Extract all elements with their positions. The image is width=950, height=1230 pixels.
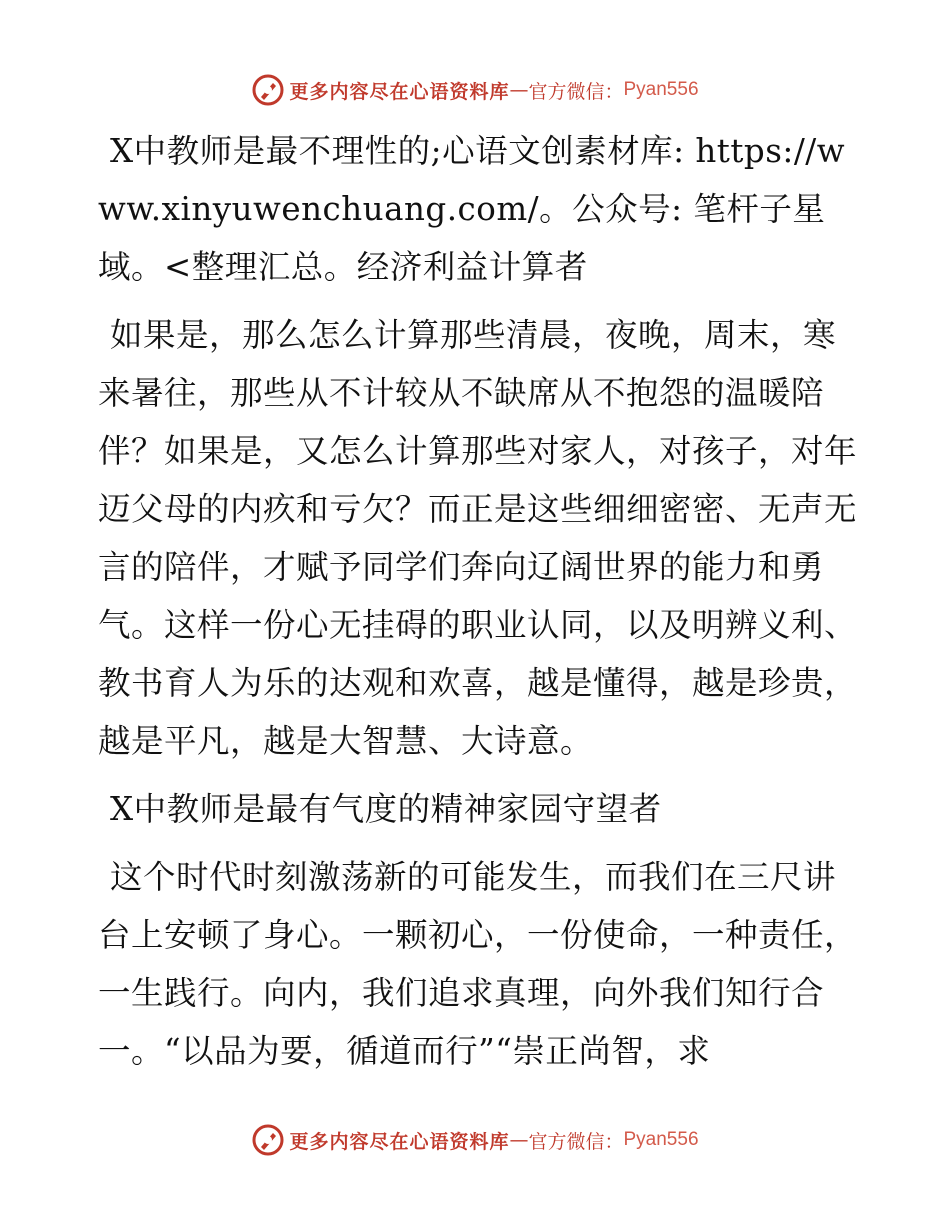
watermark-wechat-id: Pyan556 — [623, 79, 699, 100]
paragraph-1: X中教师是最不理性的;心语文创素材库: https://www.xinyuwenchuang.com/。公众号: 笔杆子星域。<整理汇总。经济利益计算者 — [98, 132, 846, 286]
watermark-main-text: 更多内容尽在心语资料库 — [289, 80, 510, 103]
watermark-wechat-id: Pyan556 — [623, 1129, 699, 1150]
pen-logo-icon — [251, 73, 285, 107]
watermark-sub-text: 官方微信： — [528, 1130, 624, 1153]
pen-logo-icon — [251, 1123, 285, 1157]
paragraph-4: 这个时代时刻激荡新的可能发生，而我们在三尺讲台上安顿了身心。一颗初心，一份使命，一种责任，一生践行。向内，我们追求真理，向外我们知行合一。“以品为要，循道而行”“崇正尚智，求 — [98, 858, 858, 1070]
document-body — [98, 122, 858, 1090]
paragraph-2: 如果是，那么怎么计算那些清晨，夜晚，周末，寒来暑往，那些从不计较从不缺席从不抱怨的温暖陪伴？如果是，又怎么计算那些对家人，对孩子，对年迈父母的内疚和亏欠？而正是这些细细密密、无声无言的陪伴，才赋予同学们奔向辽阔世界的能力和勇气。这样一份心无挂碍的职业认同，以及明辨义利、教书育人为乐的达观和欢喜，越是懂得，越是珍贵，越是平凡，越是大智慧、大诗意。 — [98, 316, 858, 760]
watermark-dash: — — [509, 1129, 529, 1151]
paragraph-3-heading: X中教师是最有气度的精神家园守望者 — [110, 790, 662, 828]
watermark-dash: — — [509, 79, 529, 101]
footer-watermark — [0, 1120, 950, 1160]
watermark-sub-text: 官方微信： — [528, 80, 624, 103]
watermark-main-text: 更多内容尽在心语资料库 — [289, 1130, 510, 1153]
header-watermark — [0, 70, 950, 110]
